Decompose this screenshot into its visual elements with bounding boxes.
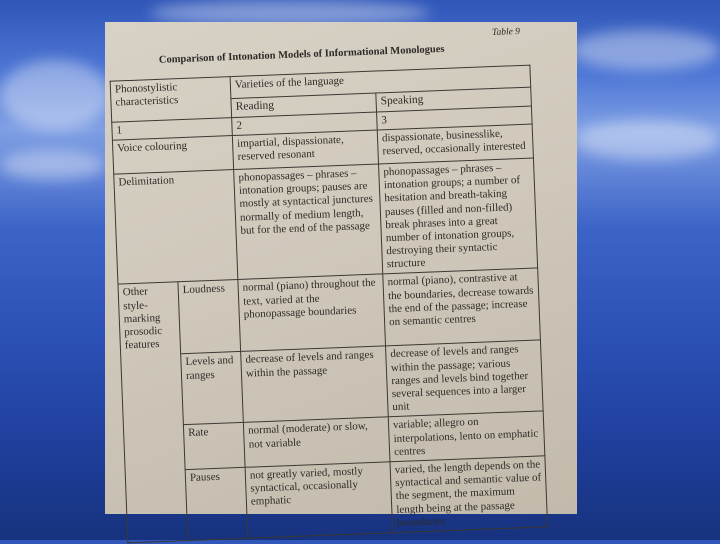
header-varieties: Varieties of the language [230,65,531,99]
cell-voice-reading: impartial, dispassionate, reserved resonant [232,130,378,170]
cloud [0,150,105,180]
cell-levels-speaking: decrease of levels and ranges within the passage; various ranges and levels bind together several sequences into a larger unit [386,340,544,417]
cell-delimitation-reading: phonopassages – phrases – intonation groups; pauses are mostly at syntactical junctures normally of medium length, but for the end of the passage [234,164,383,280]
table-number: Table 9 [491,26,521,39]
cloud [570,30,720,70]
cloud [0,60,110,130]
cell-pauses-reading: not greatly varied, mostly syntactical, occasionally emphatic [245,462,393,538]
column-number-1: 1 [112,117,233,140]
row-label-voice: Voice colouring [112,136,233,175]
row-label-pauses: Pauses [185,467,248,540]
column-number-3: 3 [377,106,533,130]
cell-loudness-reading: normal (piano) throughout the text, varied at the phonopassage boundaries [238,274,386,352]
cell-loudness-speaking: normal (piano), contrastive at the boundaries, decrease towards the end of the passage; increase on semantic centres [383,268,541,346]
cloud [575,120,720,160]
cell-voice-speaking: dispassionate, businesslike, reserved, occasionally interested [377,124,533,164]
cell-rate-speaking: variable; allegro on interpolations, lento on emphatic centres [388,411,545,461]
table-caption: Comparison of Intonation Models of Informational Monologues [158,43,445,66]
book-page [96,13,587,529]
row-label-rate: Rate [183,423,245,470]
row-label-levels: Levels and ranges [181,352,244,425]
header-reading: Reading [231,93,377,117]
header-feature: Phonostylistic characteristics [110,77,231,122]
column-number-2: 2 [232,112,378,136]
cell-rate-reading: normal (moderate) or slow, not variable [243,417,390,467]
row-label-loudness: Loudness [178,280,241,354]
cell-delimitation-speaking: phonopassages – phrases – intonation groups; a number of hesitation and breath-taking pauses (filled and non-filled) break phrases into a great number of intonation groups, destroying their syntactic structure [379,158,538,274]
header-speaking: Speaking [376,87,532,112]
document-photo [105,22,577,529]
cell-levels-reading: decrease of levels and ranges within the passage [241,346,389,422]
table-row [114,158,538,285]
row-label-delimitation: Delimitation [114,170,238,285]
row-label-other-features: Other style-marking prosodic features [118,282,188,543]
comparison-table [110,65,548,544]
cell-pauses-speaking: varied, the length depends on the syntactical and semantic value of the segment, the maximum length being at the passage boundaries [390,456,548,533]
table-row [125,456,547,543]
